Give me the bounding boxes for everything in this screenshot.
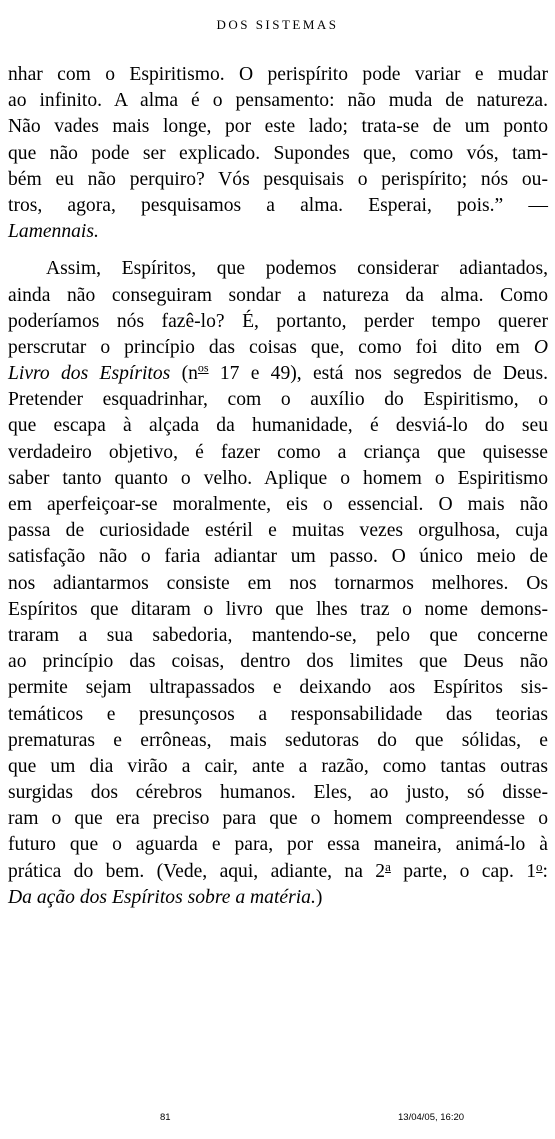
paragraph — [8, 62, 548, 245]
text-line — [8, 859, 548, 885]
text-line: ainda não conseguiram sondar a natureza da alma. Como — [8, 284, 548, 306]
book-title: Livro dos Espíritos — [8, 363, 171, 385]
text-line: nhar com o Espiritismo. O perispírito pode variar e mudar — [8, 64, 548, 85]
text-line: passa de curiosidade estéril e muitas vezes orgulhosa, cuja — [8, 520, 548, 542]
text-line: Pretender esquadrinhar, com o auxílio do Espiritismo, o — [8, 389, 548, 411]
text-span: ) — [315, 886, 323, 908]
text-line: que escapa à alçada da humanidade, é desviá-lo do seu — [8, 415, 548, 437]
text-span: : — [542, 860, 548, 882]
page-number: 81 — [160, 1112, 171, 1123]
text-line — [8, 361, 548, 387]
text-line: ao infinito. A alma é o pensamento: não muda de natureza. — [8, 90, 548, 112]
text-span: prática do bem. (Vede, aqui, adiante, na 2 — [8, 860, 386, 882]
text-line: poderíamos nós fazê-lo? É, portanto, perder tempo querer — [8, 310, 548, 332]
text-line: Assim, Espíritos, que podemos considerar adiantados, — [46, 258, 548, 280]
text-line: prematuras e errôneas, mais sedutoras do que sólidas, e — [8, 729, 548, 751]
book-title: O — [533, 336, 548, 358]
text-span: 17 e 49), está nos segredos de Deus. — [219, 363, 548, 385]
text-line: que não pode ser explicado. Supondes que, como vós, tam- — [8, 142, 548, 164]
text-span: parte, o cap. 1 — [390, 860, 537, 882]
text-line: surgidas dos cérebros humanos. Eles, ao justo, só disse- — [8, 782, 548, 804]
text-line: tros, agora, pesquisamos a alma. Esperai, pois.” — — [8, 194, 548, 216]
text-line — [8, 219, 548, 245]
attribution: Lamennais. — [8, 221, 99, 243]
text-line: ram o que era preciso para que o homem compreendesse o — [8, 808, 548, 830]
superscript: os — [197, 360, 209, 375]
text-line: que um dia virão a cair, ante a razão, como tantas outras — [8, 755, 548, 777]
chapter-title: Da ação dos Espíritos sobre a matéria. — [8, 886, 316, 908]
print-timestamp: 13/04/05, 16:20 — [398, 1112, 465, 1123]
text-line: temáticos e presunçosos a responsabilidade das teorias — [8, 703, 548, 725]
text-line: verdadeiro objetivo, é fazer como a criança que quisesse — [8, 441, 548, 463]
text-span: (n — [181, 363, 198, 385]
text-line: permite sejam ultrapassados e deixando aos Espíritos sis- — [8, 677, 548, 699]
ordinal-indicator: o — [536, 858, 543, 874]
text-line: saber tanto quanto o velho. Aplique o homem o Espiritismo — [8, 467, 548, 489]
text-line: em aperfeiçoar-se moralmente, eis o essencial. O mais não — [8, 494, 548, 515]
text-line: bém eu não perquiro? Vós pesquisais o perispírito; nós ou- — [8, 168, 548, 190]
text-line: Não vades mais longe, por este lado; trata-se de um ponto — [8, 116, 548, 138]
running-head: DOS SISTEMAS — [216, 17, 339, 32]
text-line: ao princípio das coisas, dentro dos limites que Deus não — [8, 651, 548, 673]
text-line: Espíritos que ditaram o livro que lhes traz o nome demons- — [8, 598, 548, 620]
text-line: traram a sua sabedoria, mantendo-se, pelo que concerne — [8, 624, 548, 646]
paragraph — [8, 256, 548, 911]
text-line: satisfação não o faria adiantar um passo. O único meio de — [8, 546, 548, 568]
text-line — [8, 885, 548, 911]
text-line — [8, 335, 548, 361]
ordinal-indicator: a — [385, 858, 391, 874]
body-text — [8, 62, 548, 911]
text-line: futuro que o aguarda e para, por essa maneira, animá-lo à — [8, 834, 548, 856]
text-span: perscrutar o princípio das coisas que, como foi dito em — [8, 336, 520, 358]
text-line: nos adiantarmos consiste em nos tornarmos melhores. Os — [8, 572, 548, 594]
